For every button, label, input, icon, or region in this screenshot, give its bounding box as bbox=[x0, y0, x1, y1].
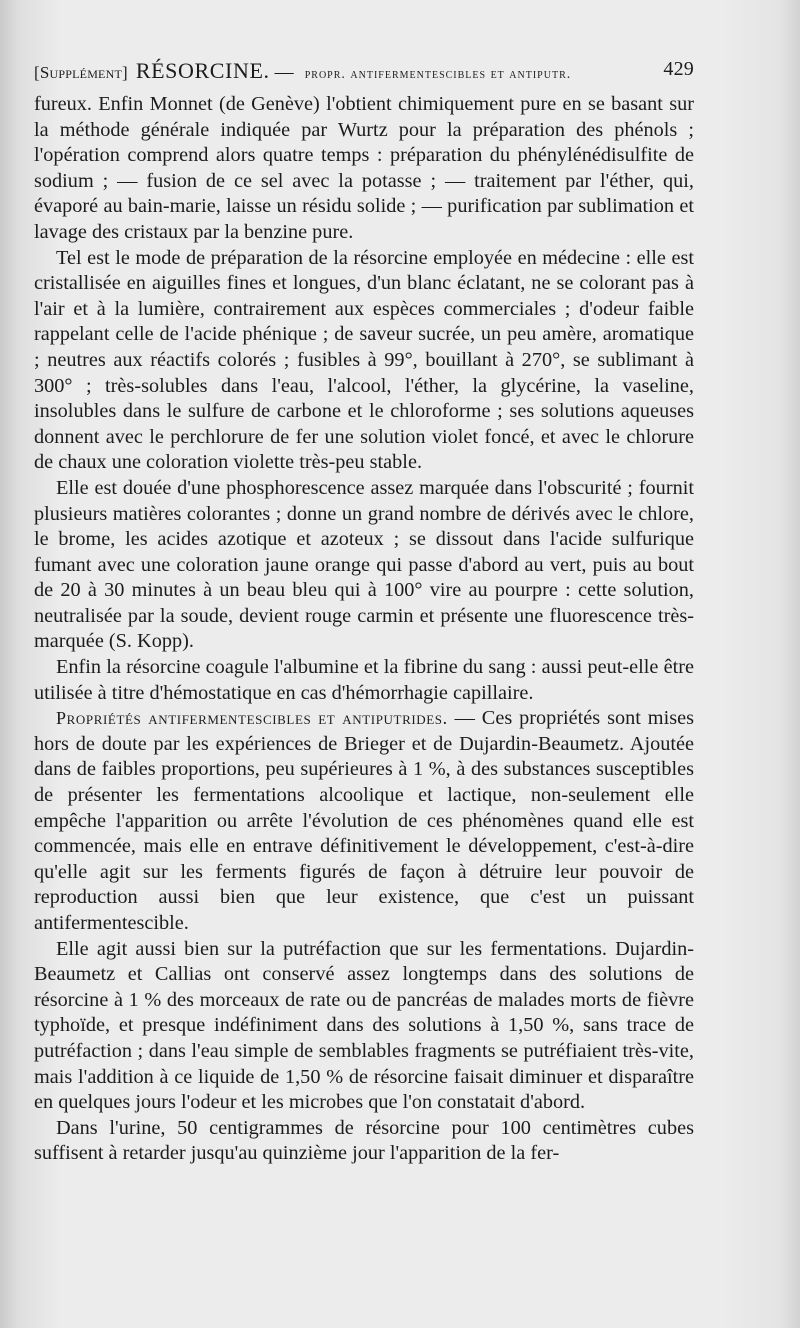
header-supplement: [Supplément] bbox=[34, 63, 128, 82]
paragraph: Tel est le mode de préparation de la résorcine employée en médecine : elle est cristallisée en aiguilles fines et longues, d'un blanc éclatant, ne se colorant pas à l'air et à la lumière, contrairement aux espèces commerciales ; d'odeur faible rappelant celle de l'acide phénique ; de saveur sucrée, un peu amère, aromatique ; neutres aux réactifs colorés ; fusibles à 99°, bouillant à 270°, se sublimant à 300° ; très-solubles dans l'eau, l'alcool, l'éther, la glycérine, la vaseline, insolubles dans le sulfure de carbone et le chloroforme ; ses solutions aqueuses donnent avec le perchlorure de fer une solution violet foncé, et avec le chlorure de chaux une coloration violette très-peu stable. bbox=[34, 246, 694, 474]
paragraph: Dans l'urine, 50 centigrammes de résorcine pour 100 centimètres cubes suffisent à retarder jusqu'au quinzième jour l'apparition de la fer- bbox=[34, 1116, 694, 1165]
section-heading: Propriétés antifermentescibles et antiputrides. bbox=[56, 708, 448, 729]
running-header bbox=[34, 58, 694, 88]
header-title: RÉSORCINE. bbox=[135, 58, 270, 83]
paragraph: fureux. Enfin Monnet (de Genève) l'obtient chimiquement pure en se basant sur la méthode générale indiquée par Wurtz pour la préparation des phénols ; l'opération comprend alors quatre temps : préparation du phénylénédisulfite de sodium ; — fusion de ce sel avec la potasse ; — traitement par l'éther, qui, évaporé au bain-marie, laisse un résidu solide ; — purification par sublimation et lavage des cristaux par la benzine pure. bbox=[34, 93, 694, 243]
paragraph: Elle est douée d'une phosphorescence assez marquée dans l'obscurité ; fournit plusieurs matières colorantes ; donne un grand nombre de dérivés avec le chlore, le brome, les acides azotique et azoteux ; se dissout dans l'acide sulfurique fumant avec une coloration jaune orange qui passe d'abord au vert, puis au bout de 20 à 30 minutes à un beau bleu qui à 100° vire au pourpre : cette solution, neutralisée par la soude, devient rouge carmin et présente une fluorescence très-marquée (S. Kopp). bbox=[34, 476, 694, 653]
page-number: 429 bbox=[663, 58, 694, 80]
header-subtitle: propr. antifermentescibles et antiputr. bbox=[304, 67, 572, 82]
header-dash: — bbox=[274, 62, 294, 83]
paragraph: Propriétés antifermentescibles et antiputrides. — Ces propriétés sont mises hors de doute par les expériences de Brieger et de Dujardin-Beaumetz. Ajoutée dans de faibles proportions, peu supérieures à 1 %, à des substances susceptibles de présenter les fermentations alcoolique et lactique, non-seulement elle empêche l'apparition ou arrête l'évolution de ces phénomènes quand elle est commencée, mais elle en entrave définitivement le développement, c'est-à-dire qu'elle agit sur les ferments figurés de façon à détruire leur pouvoir de reproduction aussi bien que leur existence, que c'est un puissant antifermentescible. bbox=[34, 707, 694, 934]
paragraph: Elle agit aussi bien sur la putréfaction que sur les fermentations. Dujardin-Beaumetz et Callias ont conservé assez longtemps dans des solutions de résorcine à 1 % des morceaux de rate ou de pancréas de malades morts de fièvre typhoïde, et presque indéfiniment dans des solutions à 1,50 %, sans trace de putréfaction ; dans l'eau simple de semblables fragments se putréfiaient très-vite, mais l'addition à ce liquide de 1,50 % de résorcine faisait diminuer et disparaître en quelques jours l'odeur et les microbes que l'on constatait d'abord. bbox=[34, 937, 694, 1114]
body-text bbox=[34, 92, 694, 1167]
paragraph: Enfin la résorcine coagule l'albumine et la fibrine du sang : aussi peut-elle être utilisée à titre d'hémostatique en cas d'hémorrhagie capillaire. bbox=[34, 656, 694, 704]
